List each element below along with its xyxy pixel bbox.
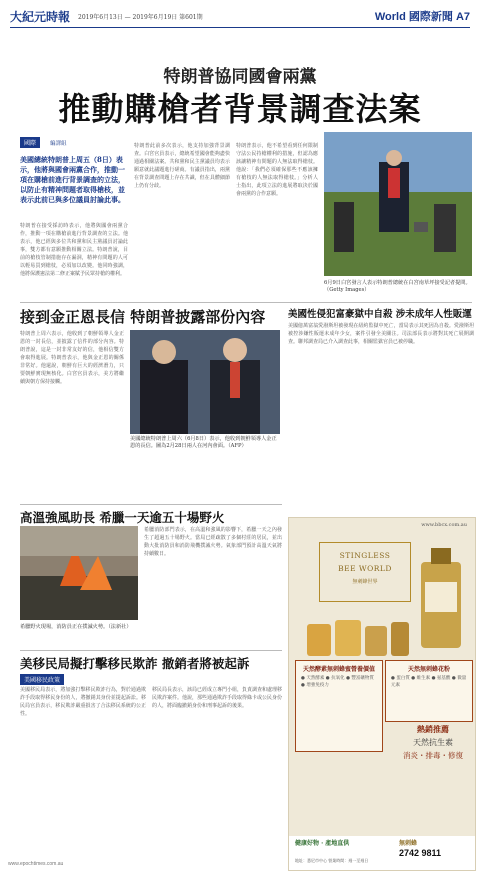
ad-phone[interactable]: 2742 9811 [399, 848, 442, 858]
dateline: 2019年6月13日 — 2019年6月19日 第601期 [78, 14, 203, 21]
kim-headline: 接到金正恩長信 特朗普披露部份內容 [20, 308, 266, 326]
fire-photo-image [20, 526, 138, 620]
fire-headline: 高溫強風助長 希臘一天逾五十場野火 [20, 510, 225, 525]
ad-brand-logo [319, 542, 411, 602]
fire-photo-caption: 希臘野火現場，消防員正在撲滅火勢。（法新社） [20, 624, 132, 630]
kim-photo [130, 330, 280, 434]
paper-name: 大紀元時報 [10, 10, 71, 24]
ad-box2-title: 天然無刺蜂花粉 [407, 666, 450, 673]
ad-brand-line1: STINGLESS [339, 551, 391, 560]
kim-photo-caption: 美國總統特朗普上周六（6月8日）表示，他收到朝鮮領導人金正恩的長信。圖為2月28日兩人在河內會面。（AFP） [130, 436, 277, 449]
ad-hot-subtitle: 天然抗生素 [413, 738, 453, 747]
page-footer: www.epochtimes.com.au [8, 861, 64, 867]
lead-author: 編譯組 [50, 141, 67, 147]
ad-brand-line3: 無刺蜂世界 [352, 579, 378, 585]
fire-body: 希臘消防部門表示，在高溫和強風的影響下，希臘一天之內發生了超過五十場野火。當局已經疏散了多個村莊的居民，並出動大批消防員和消防飛機撲滅火勢。氣象部門預計高溫天氣將持續數日。 [144, 527, 282, 557]
lead-summary: 美國總統特朗普上周五（8日）表示，他將與國會兩黨合作，推動一項在購槍前進行背景調查的立法，以防止有精神問題者取得槍枝，並表示此前已與多位議員討論此事。 [20, 155, 125, 204]
section-label [375, 8, 470, 24]
lead-photo-caption: 6月9日白宮發言人表示特朗普總統在白宮南草坪接受記者提問。（Getty Images） [324, 280, 471, 293]
kim-body: 特朗普上周六表示，他收到了朝鮮領導人金正恩的一封長信，並披露了信件的部分內容。特朗普說，這是一封非常友好的信，他相信雙方會取得進展。特朗普表示，他與金正恩的關係非常好。他還說，朝鮮有巨大的經濟潛力，只要朝鮮實現無核化。白宮官員表示，美方將繼續與朝方保持接觸。 [20, 331, 124, 385]
section-zh: 國際新聞 [408, 11, 453, 23]
ad-pollen-box [385, 660, 473, 722]
lead-photo [324, 132, 472, 276]
lead-body-col1: 特朗普在接受採訪時表示，他將與國會兩黨合作，推動一項在購槍前進行背景調查的立法。他表示，他已經與多位共和黨和民主黨議員討論此事，雙方都有意願推動相關立法。特朗普說，目前的槍枝管制措施存在漏洞，精神有問題的人可以輕易買到槍枝，必須加以改變。他同時強調，他將保護憲法第二修正案賦予民眾持槍的權利。 [20, 223, 128, 277]
lead-kicker: 特朗普協同國會兩黨 [163, 67, 317, 87]
epstein-body: 美國億萬富翁愛潑斯坦被發現在紐約監獄中死亡，當局表示其死因為自殺。愛潑斯坦被控涉嫌性販運未成年少女，案件引發全美關注。司法部長表示將對其死亡展開調查。聯邦調查局已介入調查此事，相關監獄官員已被停職。 [288, 323, 474, 345]
epstein-headline: 美國性侵犯富豪獄中自殺 涉未成年人性販運 [288, 309, 472, 320]
ad-address: 地址：悉尼市中心 營業時間：週一至週日 [295, 858, 369, 863]
ad-jars-image [303, 614, 413, 658]
divider [20, 650, 282, 651]
masthead [10, 5, 470, 28]
lead-body-col3: 特朗普表示，他不希望看到任何限制守法公民持槍權利的措施，但認為應該讓精神有問題的人無法取得槍枝。他說：「我們必須確保那些不應該擁有槍枝的人無法取得槍枝。」分析人士指出，此項立法的進展將取決於國會兩黨的合作意願。 [236, 143, 318, 197]
ad-box1-text: ● 天然酵素 ● 抗氧化 ● 豐富礦物質 ● 增強免疫力 [301, 676, 374, 688]
honey-advertisement [288, 517, 476, 871]
ad-brand-line2: BEE WORLD [338, 564, 392, 573]
ad-shop-name: 無刺蜂 [399, 840, 418, 847]
fire-photo [20, 526, 138, 620]
ad-box2-text: ● 蛋白質 ● 維生素 ● 氨基酸 ● 微量元素 [391, 676, 467, 688]
ad-url: www.bbcx.com.au [421, 522, 467, 528]
immigration-body-col1: 美國移民局表示，將加強打擊移民欺詐行為，對於通過欺詐手段取得移民身份的人，將撤銷其身份並提起訴訟。移民局官員表示，移民欺詐嚴重損害了合法移民系統的公正性。 [20, 687, 146, 717]
ad-bottle-image [415, 542, 467, 652]
lead-body-col2: 特朗普此前多次表示，他支持加強背景調查。白宮官員表示，總統希望國會能夠盡快通過相關法案。共和黨和民主黨議員均表示願意就此議題進行磋商。有議員指出，兩黨在背景調查問題上存在共識，但在具體細節上仍有分歧。 [134, 143, 230, 189]
ad-hot-benefits: 消炎・排毒・修復 [403, 751, 463, 760]
lead-photo-image [324, 132, 472, 276]
ad-store-label: 健康好物 · 產地直供 [295, 840, 350, 847]
immigration-tag: 美國移民政策 [20, 674, 64, 685]
ad-contact-bar [289, 836, 475, 870]
page-number: A7 [455, 11, 470, 23]
lead-headline: 推動購槍者背景調查法案 [58, 90, 422, 128]
lead-tag: 國際 [20, 137, 40, 148]
immigration-body-col2: 移民局長表示，該局已經成立專門小組，負責調查和處理移民欺詐案件。他說，那些通過欺詐手段取得綠卡或公民身份的人，將面臨撤銷身份和刑事起訴的後果。 [152, 687, 282, 709]
ad-hot-product [397, 724, 469, 782]
divider [20, 504, 282, 505]
ad-hot-title: 熱銷推薦 [417, 724, 449, 734]
ad-honey-box [295, 660, 383, 752]
section-en: World [374, 11, 406, 23]
ad-box1-title: 天然酵素無刺蜂蜜營養價值 [302, 666, 375, 673]
kim-photo-image [130, 330, 280, 434]
immigration-headline: 美移民局擬打擊移民欺詐 撤銷者將被起訴 [20, 656, 250, 671]
divider [20, 302, 472, 303]
